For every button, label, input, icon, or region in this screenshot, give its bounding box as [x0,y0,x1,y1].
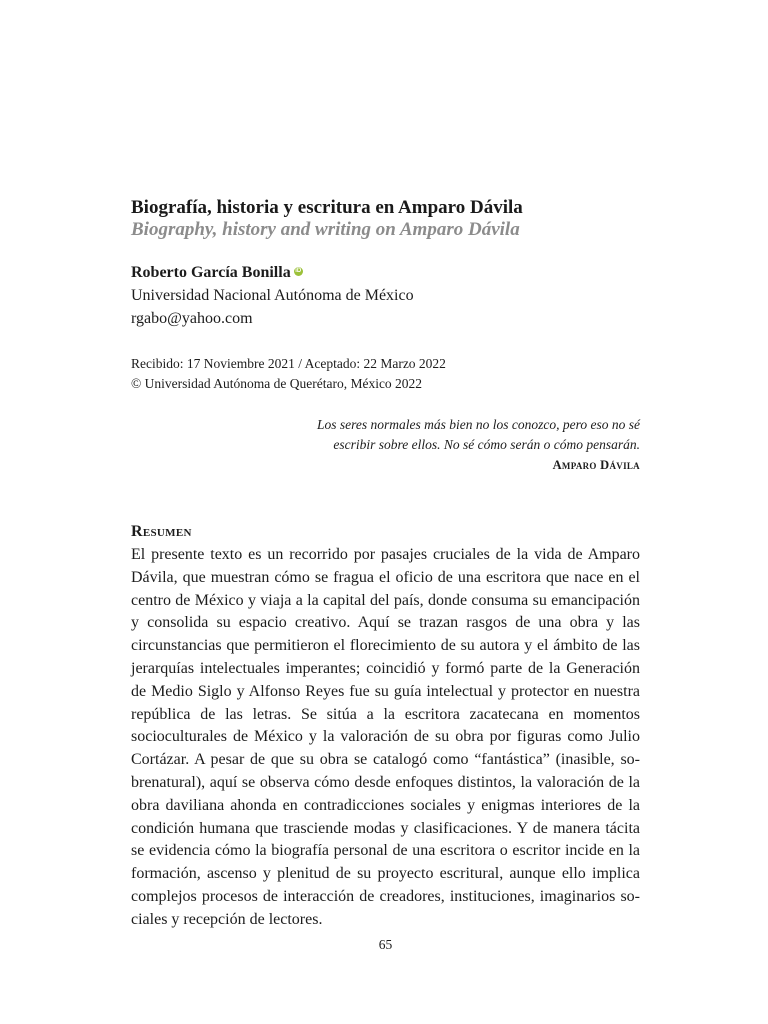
article-page [131,0,640,1024]
author-email[interactable]: rgabo@yahoo.com [131,310,253,327]
article-title: Biografía, historia y escritura en Amparo Dávila [131,197,523,218]
article-subtitle-english: Biography, history and writing on Amparo Dávila [131,219,520,240]
epigraph-quote: Los seres normales más bien no los conozco, pero eso no sé escribir sobre ellos. No sé cómo serán o cómo pensarán. [317,417,640,452]
author-line [131,264,303,282]
author-name: Roberto García Bonilla [131,264,291,281]
abstract-heading: Resumen [131,523,192,540]
orcid-icon[interactable]: iD [295,268,302,274]
copyright-notice: © Universidad Autónoma de Querétaro, México 2022 [131,376,423,391]
page-number: 65 [378,937,393,952]
received-accepted-dates: Recibido: 17 Noviembre 2021 / Aceptado: 22 Marzo 2022 [131,356,446,371]
epigraph-author: Amparo Dávila [552,458,640,472]
abstract-body: El presente texto es un recorrido por pasajes cruciales de la vida de Amparo Dávila, que muestran cómo se fragua el oficio de una escritora que nace en el centro de México y viaja a la capital del país, donde consuma su emancipación y consolida su espacio creativo. Aquí se trazan rasgos de una obra y las circunstancias que permitieron el florecimiento de su autora y el ámbito de las jerarquías intelectuales imperantes; coincidió y formó parte de la Generación de Medio Siglo y Alfonso Reyes fue su guía intelectual y protector en nuestra república de las letras. Se sitúa a la escritora zacatecana en momentos socioculturales de México y la valoración de su obra por figuras como Julio Cortázar. A pesar de que su obra se catalogó como “fantástica” (inasible, sobrenatural), aquí se observa cómo desde enfoques distintos, la valoración de la obra daviliana ahonda en contradicciones sociales y enigmas interiores de la condición humana que trasciende modas y clasificaciones. Y de manera tácita se evidencia cómo la biografía personal de una escritora o escritor incide en la formación, ascenso y plenitud de su proyecto escritural, aunque ello implica complejos procesos de interacción de creadores, instituciones, imaginarios sociales y recepción de lectores. [131,546,640,928]
author-affiliation: Universidad Nacional Autónoma de México [131,287,414,304]
